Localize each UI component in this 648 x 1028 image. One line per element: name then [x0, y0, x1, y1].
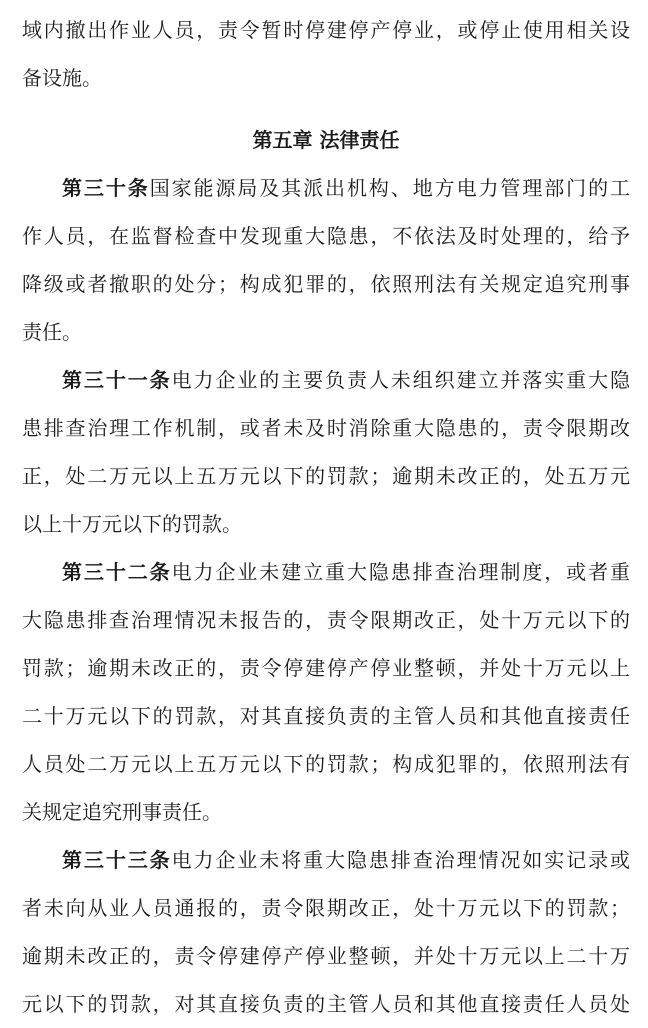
article-32-first-line: [22, 548, 630, 596]
article-31-first-line: [22, 356, 630, 404]
article-32-line: 二十万元以下的罚款，对其直接负责的主管人员和其他直接责任: [22, 704, 630, 728]
document-page: [22, 6, 630, 1028]
article-33-line: 者未向从业人员通报的，责令限期改正，处十万元以下的罚款；: [22, 896, 630, 920]
article-32-line: 大隐患排查治理情况未报告的，责令限期改正，处十万元以下的: [22, 608, 630, 632]
chapter-title: 第五章 法律责任: [252, 128, 400, 152]
article-32-text: 电力企业未建立重大隐患排查治理制度，或者重: [171, 560, 631, 584]
article-31-heading: 第三十一条: [62, 368, 172, 392]
article-32-line: 人员处二万元以上五万元以下的罚款；构成犯罪的，依照刑法有: [22, 752, 630, 776]
article-33-first-line: [22, 836, 630, 884]
article-31-text: 电力企业的主要负责人未组织建立并落实重大隐: [171, 368, 631, 392]
article-33-line: 逾期未改正的，责令停建停产停业整顿，并处十万元以上二十万: [22, 944, 630, 968]
intro-line-2: 备设施。: [22, 66, 102, 90]
article-32-line: 关规定追究刑事责任。: [22, 800, 222, 824]
article-32-line: 罚款；逾期未改正的，责令停建停产停业整顿，并处十万元以上: [22, 656, 630, 680]
article-33-text: 电力企业未将重大隐患排查治理情况如实记录或: [171, 848, 631, 872]
article-30-line: 作人员，在监督检查中发现重大隐患，不依法及时处理的，给予: [22, 224, 630, 248]
article-30-heading: 第三十条: [62, 176, 150, 200]
article-30-text: 国家能源局及其派出机构、地方电力管理部门的工: [149, 176, 631, 200]
article-31-line: 患排查治理工作机制，或者未及时消除重大隐患的，责令限期改: [22, 416, 630, 440]
article-33-line: 元以下的罚款，对其直接负责的主管人员和其他直接责任人员处: [22, 992, 630, 1016]
article-31-line: 正，处二万元以上五万元以下的罚款；逾期未改正的，处五万元: [22, 464, 630, 488]
article-30-line: 责任。: [22, 320, 82, 344]
article-31-line: 以上十万元以下的罚款。: [22, 512, 242, 536]
article-30-line: 降级或者撤职的处分；构成犯罪的，依照刑法有关规定追究刑事: [22, 272, 630, 296]
article-33-heading: 第三十三条: [62, 848, 172, 872]
intro-line-1: 域内撤出作业人员，责令暂时停建停产停业，或停止使用相关设: [22, 18, 630, 42]
article-32-heading: 第三十二条: [62, 560, 172, 584]
article-30-first-line: [22, 164, 630, 212]
